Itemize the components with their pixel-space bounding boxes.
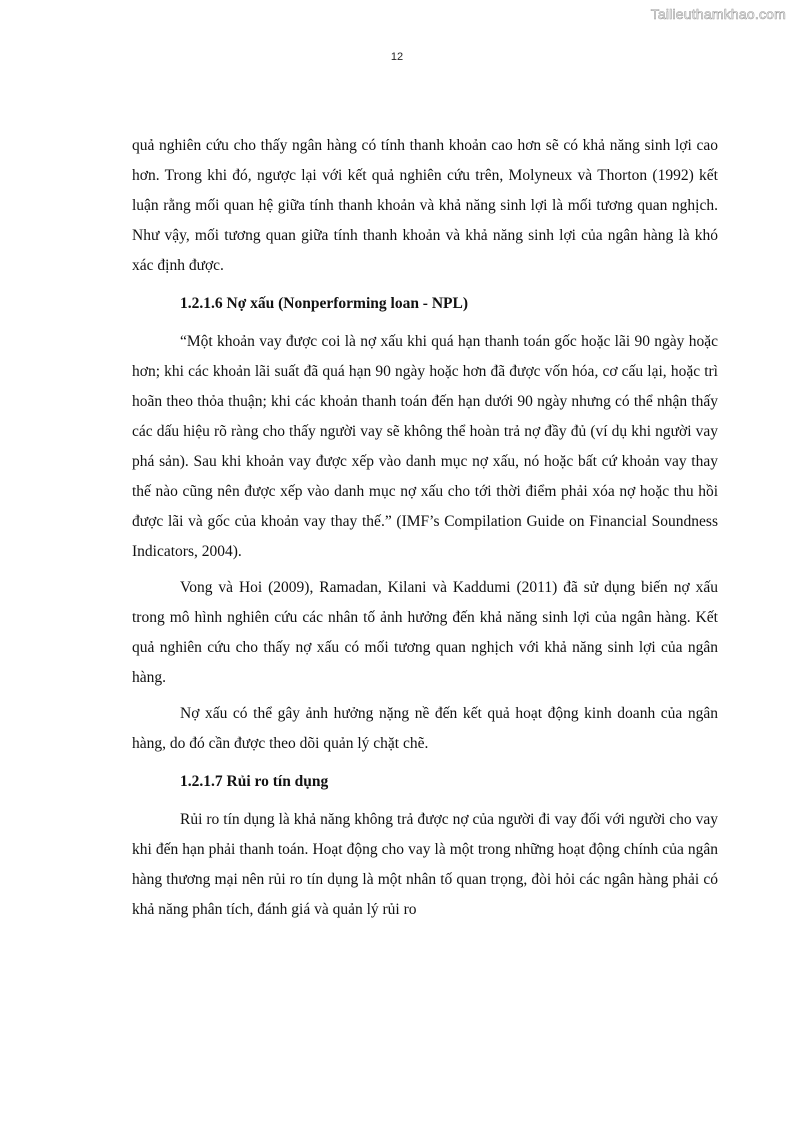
paragraph-npl-impact: Nợ xấu có thể gây ảnh hưởng nặng nề đến kết quả hoạt động kinh doanh của ngân hàng, do đó cần được theo dõi quản lý chặt chẽ. [132, 705, 718, 752]
section-heading-credit-risk: 1.2.1.7 Rủi ro tín dụng [180, 773, 329, 790]
paragraph-npl-studies: Vong và Hoi (2009), Ramadan, Kilani và Kaddumi (2011) đã sử dụng biến nợ xấu trong mô hình nghiên cứu các nhân tố ảnh hưởng đến khả năng sinh lợi của ngân hàng. Kết quả nghiên cứu cho thấy nợ xấu có mối tương quan nghịch với khả năng sinh lợi của ngân hàng. [132, 579, 718, 686]
paragraph-liquidity-conclusion: quả nghiên cứu cho thấy ngân hàng có tính thanh khoản cao hơn sẽ có khả năng sinh lợi cao hơn. Trong khi đó, ngược lại với kết quả nghiên cứu trên, Molyneux và Thorton (1992) kết luận rằng mối quan hệ giữa tính thanh khoản và khả năng sinh lợi là mối tương quan nghịch. Như vậy, mối tương quan giữa tính thanh khoản và khả năng sinh lợi của ngân hàng là khó xác định được. [132, 137, 718, 274]
page-number: 12 [390, 51, 404, 63]
section-heading-npl: 1.2.1.6 Nợ xấu (Nonperforming loan - NPL) [180, 295, 469, 312]
paragraph-credit-risk: Rủi ro tín dụng là khả năng không trả được nợ của người đi vay đối với người cho vay khi đến hạn phải thanh toán. Hoạt động cho vay là một trong những hoạt động chính của ngân hàng thương mại nên rủi ro tín dụng là một nhân tố quan trọng, đòi hỏi các ngân hàng phải có khả năng phân tích, đánh giá và quản lý rủi ro [132, 811, 718, 918]
watermark: Tailieuthamkhao.com [650, 6, 786, 22]
document-body [132, 131, 718, 925]
paragraph-npl-definition: “Một khoản vay được coi là nợ xấu khi quá hạn thanh toán gốc hoặc lãi 90 ngày hoặc hơn; khi các khoản lãi suất đã quá hạn 90 ngày hoặc hơn đã được vốn hóa, cơ cấu lại, hoặc trì hoãn theo thỏa thuận; khi các khoản thanh toán đến hạn dưới 90 ngày nhưng có thể nhận thấy các dấu hiệu rõ ràng cho thấy người vay sẽ không thể hoàn trả nợ đầy đủ (ví dụ khi người vay phá sản). Sau khi khoản vay được xếp vào danh mục nợ xấu, nó hoặc bất cứ khoản vay thay thế nào cũng nên được xếp vào danh mục nợ xấu cho tới thời điểm phải xóa nợ hoặc thu hồi được lãi và gốc của khoản vay thay thế.” (IMF’s Compilation Guide on Financial Soundness Indicators, 2004). [132, 333, 718, 560]
